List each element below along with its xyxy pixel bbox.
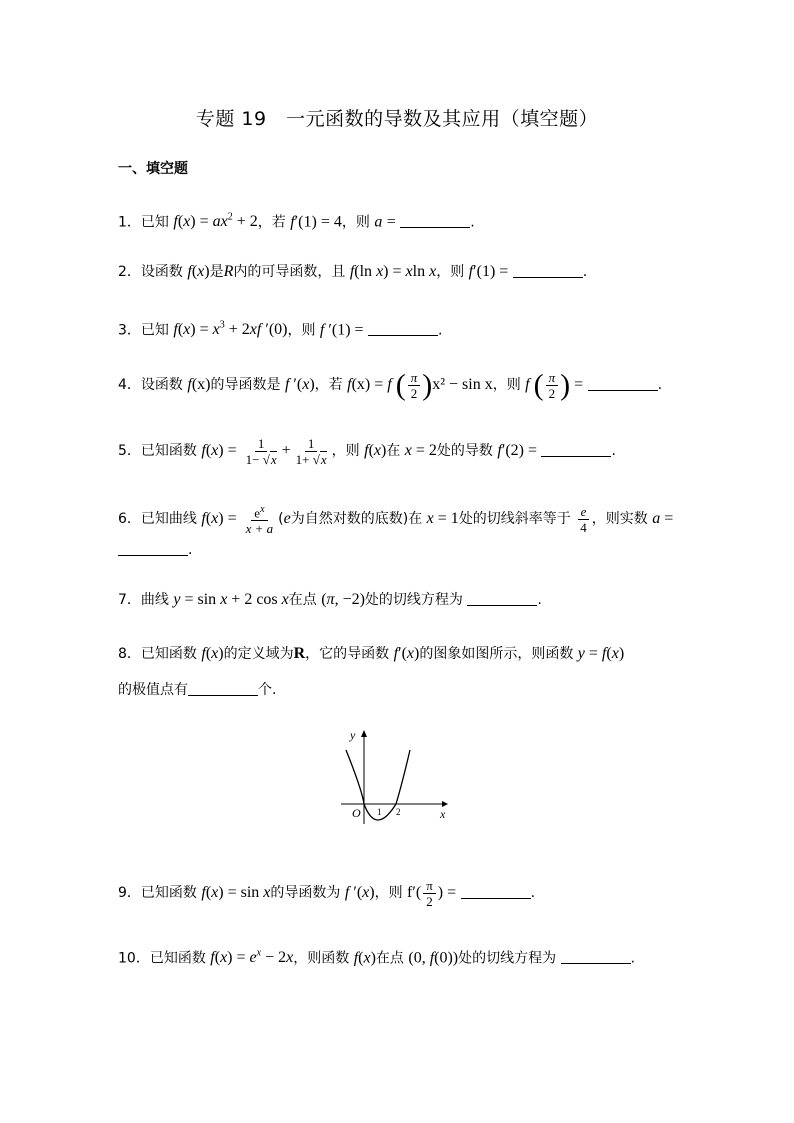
answer-blank[interactable] — [588, 376, 658, 391]
math-expression: f(x) = f ( $\frac{\pi}{2}$ )x² − sin x — [347, 368, 493, 402]
math-expression: f′(1) = — [468, 263, 509, 280]
math-expression: $f(x) = ax^2 + 2$ — [173, 212, 258, 231]
math-expression: f(x) = $\frac{e^x}{x + a}$ — [201, 504, 274, 537]
math-expression: (0, f(0)) — [408, 949, 459, 967]
math-expression: f ′(x) — [284, 376, 315, 394]
answer-blank[interactable] — [188, 681, 258, 696]
answer-blank[interactable] — [400, 213, 470, 228]
math-expression: f(ln x) = xln x — [349, 263, 437, 280]
question-5: 5．已知函数 f(x) = $\frac{1}{1- √x}$ + $\frac{1}{1+ √x}$ ，则 f(x)在 x = 2处的导数 f′(2) = . — [118, 436, 616, 467]
x-axis-label: x — [440, 807, 446, 821]
math-expression: y = f(x) — [577, 645, 625, 662]
answer-blank[interactable] — [541, 442, 611, 457]
math-expression: y = sin x + 2 cos x — [173, 591, 289, 608]
answer-blank[interactable] — [118, 541, 188, 556]
math-expression: x = 1 — [426, 509, 459, 527]
derivative-graph — [336, 728, 456, 828]
answer-blank[interactable] — [461, 884, 531, 899]
question-8-line-2: 的极值点有 个. — [118, 682, 277, 698]
math-expression: $f(x) = x^3 + 2xf$ ′(0) — [173, 320, 288, 339]
section-heading: 一、填空题 — [118, 161, 188, 177]
math-expression: f′(2) = — [497, 442, 538, 460]
math-expression: f(x) — [201, 645, 224, 662]
question-10: 10．已知函数 $f(x) = e^x - 2x$，则函数 f(x)在点 (0, f(0))处的切线方程为 . — [118, 948, 636, 967]
answer-blank[interactable] — [561, 949, 631, 964]
math-expression: f′(1) = 4 — [290, 213, 342, 231]
y-axis-arrow — [361, 730, 367, 737]
math-expression: f(x) — [353, 949, 376, 967]
question-8: 8．已知函数 f(x)的定义域为R，它的导函数 f′(x)的图象如图所示，则函数 y = f(x) — [118, 645, 625, 662]
math-expression: a — [374, 213, 383, 231]
y-axis-label: y — [350, 728, 356, 742]
math-expression: (π, −2) — [321, 591, 365, 608]
tick-label-1: 1 — [377, 807, 382, 817]
math-expression: f′( $\frac{\pi}{2}$ ) = — [407, 878, 457, 909]
question-4: 4．设函数 f(x)的导函数是 f ′(x)，若 f(x) = f ( $\frac{\pi}{2}$ )x² − sin x，则 f ( $\frac{\pi}{2}$ ) = . — [118, 368, 663, 402]
math-expression: f′(x) — [393, 645, 420, 662]
question-1: 1．已知 $f(x) = ax^2 + 2$，若 f′(1) = 4，则 a = . — [118, 212, 475, 231]
origin-label: O — [352, 806, 361, 820]
math-expression: $f(x) = e^x - 2x$ — [210, 948, 294, 967]
math-expression: f(x) — [187, 263, 210, 280]
question-3: 3．已知 $f(x) = x^3 + 2xf$ ′(0)，则 f ′(1) = . — [118, 320, 443, 339]
question-9: 9．已知函数 f(x) = sin x的导函数为 f ′(x)，则 f′( $\frac{\pi}{2}$ ) = . — [118, 878, 536, 909]
question-7: 7．曲线 y = sin x + 2 cos x在点 (π, −2)处的切线方程为 . — [118, 591, 542, 608]
answer-blank[interactable] — [368, 321, 438, 336]
question-6-line-2: . — [118, 540, 192, 560]
answer-blank[interactable] — [513, 263, 583, 278]
page-title: 专题 19 一元函数的导数及其应用（填空题） — [195, 108, 599, 130]
question-2: 2．设函数 f(x)是R内的可导函数，且 f(ln x) = xln x，则 f′(1) = . — [118, 263, 588, 280]
math-expression: f(x) — [187, 376, 211, 394]
math-expression: f ′(1) = — [319, 321, 364, 339]
tick-label-2: 2 — [396, 807, 401, 817]
math-expression: x = 2 — [404, 442, 437, 460]
math-expression: a = — [652, 509, 674, 527]
math-expression: f(x) = $\frac{1}{1- √x}$ + $\frac{1}{1+ √x}$ — [201, 436, 327, 467]
math-expression: f ( $\frac{\pi}{2}$ ) = — [525, 368, 584, 402]
math-expression: f(x) — [364, 442, 387, 460]
math-expression: f(x) = sin x — [201, 884, 271, 902]
answer-blank[interactable] — [467, 591, 537, 606]
math-expression: $\frac{e}{4}$ — [575, 510, 592, 527]
question-6: 6．已知曲线 f(x) = $\frac{e^x}{x + a}$ (e为自然对数的底数)在 x = 1处的切线斜率等于 $\frac{e}{4}$ ，则实数 a = — [118, 503, 674, 537]
math-expression: f ′(x) — [344, 884, 375, 902]
